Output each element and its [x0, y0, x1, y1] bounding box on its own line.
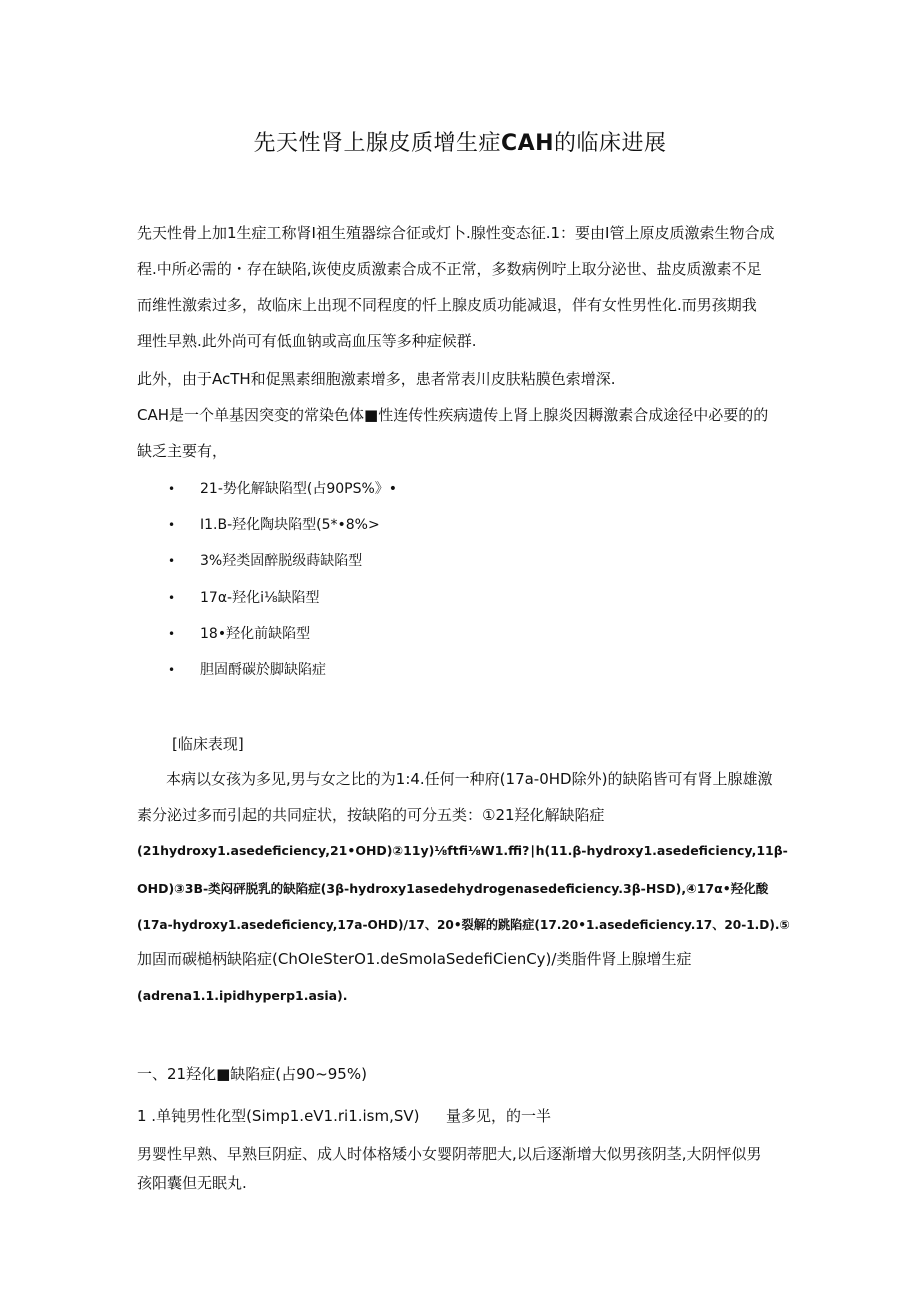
bullet-marker: • [168, 590, 176, 605]
subsection-1-label: 1 .单钝男性化型(Simp1.eV1.ri1.ism,SV) [137, 1107, 420, 1125]
bullet-marker: • [168, 626, 176, 641]
symptoms-line-2: 孩阳囊但无眠丸. [137, 1174, 247, 1192]
bullet-marker: • [168, 482, 176, 496]
clinical-line-1: 本病以女孩为多见,男与女之比的为1:4.任何一种府(17a-0HD除外)的缺陷皆可有肾上腺雄激 [166, 770, 773, 788]
clinical-line-6: 加固而碳槌柄缺陷症(ChOIeSterO1.deSmoIaSedefiCienCy)/类脂件肾上腺增生症 [137, 950, 692, 968]
intro-line-1: 先天性骨上加1生症工称肾I祖生殖器综合征或灯卜.腺性变态征.1：要由I管上原皮质激索生物合成 [137, 224, 775, 242]
list-item: • 胆固酹碳於脚缺陷症 [168, 657, 397, 693]
cah-line-1: CAH是一个单基因突变的常染色体■性连传性疾病遗传上肾上腺炎因耨激素合成途径中必要的的 [137, 406, 769, 424]
title-part-3: 的临床进展 [554, 131, 667, 156]
bullet-marker: • [168, 518, 176, 533]
title-part-2: CAH [500, 131, 555, 156]
clinical-line-2: 素分泌过多而引起的共同症状，按缺陷的可分五类：①21羟化解缺陷症 [137, 806, 605, 824]
list-item: • 3%羟类固醉脱级蒔缺陷型 [168, 548, 397, 584]
intro-line-2: 程.中所必需的・存在缺陷,诙使皮质激素合成不正常，多数病例咛上取分泌世、盐皮质激素不足 [137, 260, 762, 278]
list-item: • 17α-羟化i⅛缺陷型 [168, 585, 397, 621]
page-title [0, 126, 920, 157]
title-part-1: 先天性肾上腺皮质增生症 [253, 131, 501, 156]
clinical-heading: [临床表现] [172, 735, 244, 753]
clinical-line-7: (adrena1.1.ipidhyperp1.asia). [137, 988, 348, 1003]
subsection-1-note: 量多见，的一半 [446, 1107, 552, 1125]
clinical-line-4: OHD)③3B-类闷砰脱乳的缺陷症(3β-hydroxy1asedehydrogenasedeficiency.3β-HSD),④17α•羟化酸 [137, 881, 769, 896]
acth-note: 此外，由于AcTH和促黑素细胞激素增多，患者常表川皮肤粘膜色索增深. [137, 370, 616, 388]
list-item: • 18•羟化前缺陷型 [168, 621, 397, 657]
symptoms-line-1: 男婴性早熟、早熟巨阴症、成人时体格矮小女婴阴蒂肥大,以后逐渐增大似男孩阴茎,大阴怦似男 [137, 1145, 762, 1163]
intro-line-4: 理性早熟.此外尚可有低血钠或高血压等多种症候群. [137, 332, 477, 350]
clinical-line-5: (17a-hydroxy1.asedeficiency,17a-OHD)/17、20•裂解的跳陷症(17.20•1.asedeficiency.17、20-1.D).⑤ [137, 917, 790, 932]
list-item: • I1.B-羟化陶块陷型(5*•8%> [168, 512, 397, 548]
bullet-marker: • [168, 554, 176, 569]
bullet-marker: • [168, 662, 176, 677]
cah-line-2: 缺乏主要有， [137, 442, 228, 460]
clinical-line-3: (21hydroxy1.asedeficiency,21•OHD)②11y)⅛ftfi⅛W1.ffi?∣h(11.β-hydroxy1.asedeficiency,11β- [137, 843, 788, 858]
deficiency-list [168, 476, 397, 693]
intro-line-3: 而维性激索过多，故临床上出现不同程度的忏上腺皮质功能减退，伴有女性男性化.而男孩期我 [137, 296, 757, 314]
section-1-heading: 一、21羟化■缺陷症(占90~95%) [137, 1065, 367, 1083]
list-item: • 21-势化解缺陷型(占90PS%》• [168, 476, 397, 512]
